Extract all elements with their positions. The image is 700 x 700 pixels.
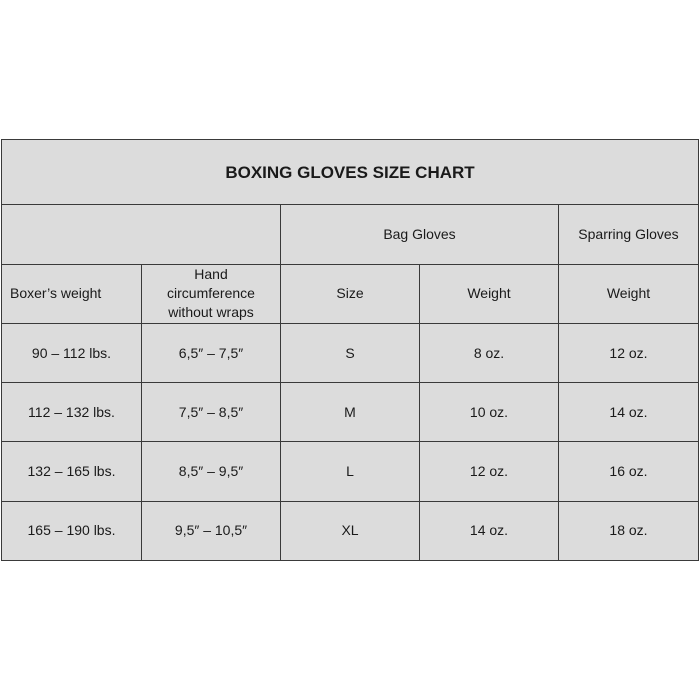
table-row [2,442,699,501]
bag-weight-cell: 10 oz. [420,383,559,442]
sparring-weight-header: Weight [559,264,699,323]
hand-cell: 7,5″ – 8,5″ [142,383,281,442]
size-header: Size [281,264,420,323]
bag-weight-cell: 14 oz. [420,501,559,560]
table-row [2,323,699,382]
size-cell: S [281,323,420,382]
table-row [2,383,699,442]
sparring-weight-cell: 16 oz. [559,442,699,501]
hand-cell: 8,5″ – 9,5″ [142,442,281,501]
empty-group-cell [2,205,281,264]
size-cell: L [281,442,420,501]
hand-header-line-1: Hand [194,266,228,283]
boxer-weight-cell: 90 – 112 lbs. [2,323,142,382]
size-cell: M [281,383,420,442]
hand-cell: 6,5″ – 7,5″ [142,323,281,382]
column-header-row [2,264,699,323]
sparring-gloves-header: Sparring Gloves [559,205,699,264]
title-row [2,140,699,205]
boxer-weight-cell: 112 – 132 lbs. [2,383,142,442]
sparring-weight-cell: 18 oz. [559,501,699,560]
group-header-row [2,205,699,264]
chart-title: BOXING GLOVES SIZE CHART [2,140,699,205]
size-cell: XL [281,501,420,560]
size-chart-table [1,139,699,561]
bag-weight-cell: 12 oz. [420,442,559,501]
table-row [2,501,699,560]
hand-header-line-3: without wraps [168,304,254,321]
boxer-weight-cell: 165 – 190 lbs. [2,501,142,560]
boxer-weight-header: Boxer’s weight [2,264,142,323]
hand-cell: 9,5″ – 10,5″ [142,501,281,560]
hand-circumference-header [142,264,281,323]
bag-weight-cell: 8 oz. [420,323,559,382]
boxer-weight-cell: 132 – 165 lbs. [2,442,142,501]
bag-weight-header: Weight [420,264,559,323]
sparring-weight-cell: 14 oz. [559,383,699,442]
sparring-weight-cell: 12 oz. [559,323,699,382]
bag-gloves-header: Bag Gloves [281,205,559,264]
hand-header-line-2: circumference [167,285,255,302]
